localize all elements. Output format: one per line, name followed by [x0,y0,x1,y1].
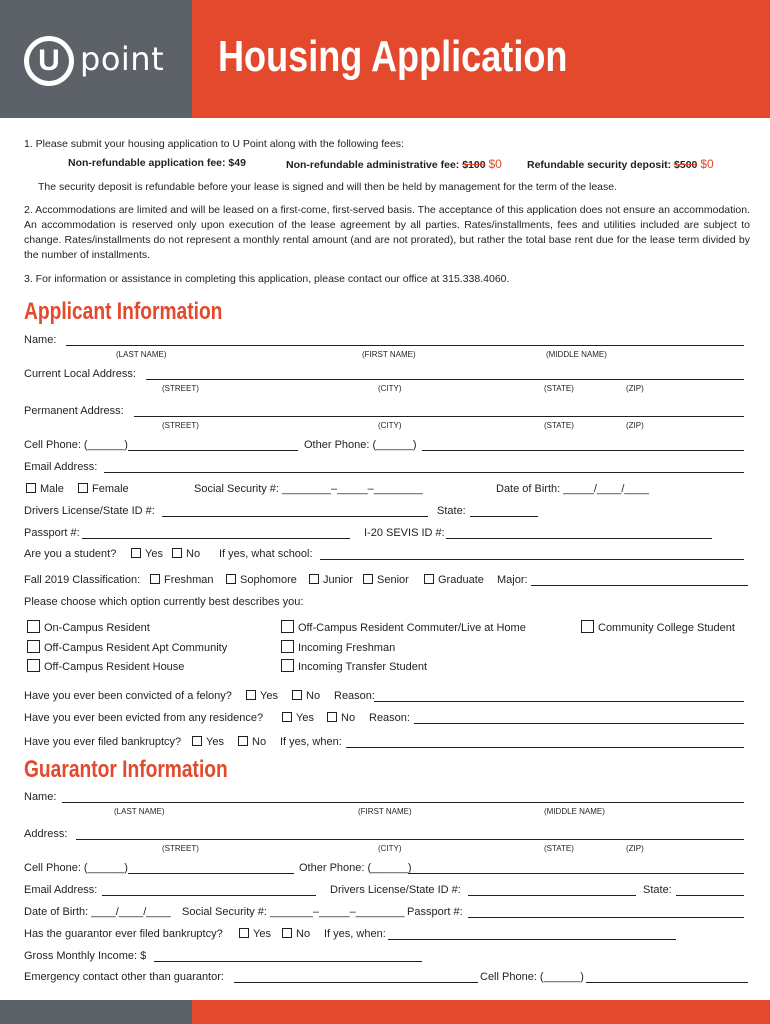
graduate-label: Graduate [438,574,484,586]
on-campus-checkbox[interactable] [27,620,40,633]
resident-options-row-1 [24,620,750,636]
guarantor-address-field[interactable] [76,828,744,840]
street-caption: (STREET) [162,844,199,853]
community-college-option[interactable] [581,620,735,634]
applicant-student-row [24,548,750,564]
guarantor-bankruptcy-question: Has the guarantor ever filed bankruptcy? [24,928,223,940]
applicant-passport-row [24,527,750,543]
commuter-label: Off-Campus Resident Commuter/Live at Home [298,622,526,634]
applicant-name-row [24,334,750,359]
off-campus-house-option[interactable] [27,659,184,673]
logo-letter: U [29,41,69,81]
guarantor-address-row [24,828,750,853]
guarantor-other-phone-field[interactable] [408,862,744,874]
incoming-freshman-option[interactable] [281,640,395,654]
incoming-freshman-label: Incoming Freshman [298,642,396,654]
passport-field[interactable] [82,527,350,539]
city-caption: (CITY) [378,844,402,853]
senior-option[interactable] [363,574,409,586]
guarantor-income-row [24,950,750,966]
local-address-label: Current Local Address: [24,368,136,380]
community-college-checkbox[interactable] [581,620,594,633]
guarantor-bankruptcy-when-label: If yes, when: [324,928,386,940]
guarantor-section-title: Guarantor Information [24,756,228,783]
state-caption: (STATE) [544,421,574,430]
middle-name-caption: (MIDDLE NAME) [546,350,607,359]
middle-name-caption: (MIDDLE NAME) [544,807,605,816]
female-option[interactable] [78,483,129,495]
email-field[interactable] [104,461,744,473]
guarantor-email-label: Email Address: [24,884,98,896]
applicant-phone-row [24,439,750,455]
guarantor-bankruptcy-when-field[interactable] [388,928,676,940]
guarantor-cell-field[interactable] [128,862,294,874]
title-panel [192,0,770,118]
student-question: Are you a student? [24,548,117,560]
first-name-caption: (FIRST NAME) [362,350,416,359]
male-label: Male [40,483,64,495]
off-campus-apt-checkbox[interactable] [27,640,40,653]
passport-label: Passport #: [24,527,80,539]
ssn-label: Social Security #: ________–_____–________ [194,483,423,495]
incoming-transfer-option[interactable] [281,659,427,673]
guarantor-other-phone-label: Other Phone: (______) [299,862,412,874]
footer-orange-bar [192,1000,770,1024]
felony-no-option[interactable] [292,690,320,702]
applicant-gender-ssn-row [24,483,750,499]
commuter-checkbox[interactable] [281,620,294,633]
senior-checkbox[interactable] [363,574,373,584]
sophomore-checkbox[interactable] [226,574,236,584]
guarantor-bankruptcy-no-option[interactable] [282,928,310,940]
city-caption: (CITY) [378,384,402,393]
student-no-option[interactable] [172,548,200,560]
guarantor-passport-label: Passport #: [407,906,463,918]
deposit-note: The security deposit is refundable before your lease is signed and will then be held by management for the term of the lease. [38,181,618,193]
guarantor-name-field[interactable] [62,791,744,803]
sophomore-option[interactable] [226,574,297,586]
cell-phone-field[interactable] [128,439,298,451]
felony-question: Have you ever been convicted of a felony? [24,690,232,702]
guarantor-phone-row [24,862,750,878]
applicant-name-label: Name: [24,334,57,346]
describe-row [24,596,750,612]
administrative-fee [286,157,502,171]
applicant-local-address-row [24,368,750,393]
freshman-checkbox[interactable] [150,574,160,584]
guarantor-license-label: Drivers License/State ID #: [330,884,461,896]
off-campus-apt-label: Off-Campus Resident Apt Community [44,642,228,654]
guarantor-bankruptcy-yes-label: Yes [253,928,271,940]
bankruptcy-no-label: No [252,736,267,748]
emergency-cell-field[interactable] [586,971,748,983]
student-yes-option[interactable] [131,548,163,560]
freshman-option[interactable] [150,574,214,586]
student-yes-checkbox[interactable] [131,548,141,558]
zip-caption: (ZIP) [626,384,644,393]
state-caption: (STATE) [544,384,574,393]
school-label: If yes, what school: [219,548,313,560]
intro-item-3: 3. For information or assistance in completing this application, please contact our office at 315.338.4060. [24,273,510,285]
security-deposit-label: Refundable security deposit: [527,159,675,171]
incoming-transfer-checkbox[interactable] [281,659,294,672]
zip-caption: (ZIP) [626,421,644,430]
permanent-address-field[interactable] [134,405,744,417]
page-header [0,0,770,118]
felony-no-checkbox[interactable] [292,690,302,700]
logo-mark [24,36,74,86]
commuter-option[interactable] [281,620,526,634]
graduate-option[interactable] [424,574,484,586]
felony-yes-checkbox[interactable] [246,690,256,700]
student-no-label: No [186,548,201,560]
guarantor-bankruptcy-no-checkbox[interactable] [282,928,292,938]
felony-reason-label: Reason: [334,690,375,702]
license-state-field[interactable] [470,505,538,517]
school-field[interactable] [320,548,744,560]
eviction-no-label: No [341,712,356,724]
resident-options-row-2 [24,640,750,656]
freshman-label: Freshman [164,574,214,586]
student-no-checkbox[interactable] [172,548,182,558]
incoming-transfer-label: Incoming Transfer Student [298,661,428,673]
emergency-contact-field[interactable] [234,971,478,983]
guarantor-license-field[interactable] [468,884,636,896]
eviction-question: Have you ever been evicted from any residence? [24,712,264,724]
applicant-classification-row [24,574,750,590]
page-footer [0,1000,770,1024]
guarantor-dob-row [24,906,750,922]
student-yes-label: Yes [145,548,163,560]
local-address-field[interactable] [146,368,744,380]
guarantor-name-label: Name: [24,791,57,803]
bankruptcy-question: Have you ever filed bankruptcy? [24,736,182,748]
senior-label: Senior [377,574,409,586]
guarantor-state-field[interactable] [676,884,744,896]
cell-phone-label: Cell Phone: (______) [24,439,128,451]
major-label: Major: [497,574,528,586]
applicant-section-title: Applicant Information [24,298,223,325]
major-field[interactable] [531,574,748,586]
page-title: Housing Application [218,32,568,81]
license-field[interactable] [162,505,428,517]
other-phone-field[interactable] [422,439,744,451]
eviction-yes-checkbox[interactable] [282,712,292,722]
eviction-row [24,712,750,728]
male-checkbox[interactable] [26,483,36,493]
on-campus-label: On-Campus Resident [44,622,150,634]
license-label: Drivers License/State ID #: [24,505,155,517]
administrative-fee-old: $100 [462,159,486,171]
bankruptcy-no-option[interactable] [238,736,266,748]
junior-label: Junior [323,574,353,586]
guarantor-income-label: Gross Monthly Income: $ [24,950,147,962]
last-name-caption: (LAST NAME) [116,350,167,359]
logo-text: point [80,40,165,78]
street-caption: (STREET) [162,384,199,393]
emergency-contact-row [24,971,750,987]
guarantor-address-label: Address: [24,828,68,840]
applicant-name-field[interactable] [66,334,744,346]
email-label: Email Address: [24,461,98,473]
administrative-fee-label: Non-refundable administrative fee: [286,159,463,171]
street-caption: (STREET) [162,421,199,430]
guarantor-email-field[interactable] [102,884,316,896]
felony-reason-field[interactable] [374,690,744,702]
state-caption: (STATE) [544,844,574,853]
guarantor-bankruptcy-yes-checkbox[interactable] [239,928,249,938]
application-fee: Non-refundable application fee: $49 [68,157,246,169]
applicant-email-row [24,461,750,477]
bankruptcy-row [24,736,750,752]
sophomore-label: Sophomore [240,574,297,586]
intro-item-2: 2. Accommodations are limited and will be leased on a first-come, first-served basis. The acceptance of this application does not ensure an accommodation. An accommodation is reserved only upon execution of the lease agreement by all parties. Rates/installments, fees and utilities included are subject to change. Rates/installments do not represent a monthly rental amount (and are not prorated), but rather the total base rent due for the lease term divided by the number of installments. [24,204,750,261]
incoming-freshman-checkbox[interactable] [281,640,294,653]
logo-panel [0,0,192,118]
bankruptcy-when-label: If yes, when: [280,736,342,748]
guarantor-passport-field[interactable] [468,906,744,918]
applicant-permanent-address-row [24,405,750,430]
footer-gray-bar [0,1000,192,1024]
guarantor-state-label: State: [643,884,672,896]
dob-label: Date of Birth: _____/____/____ [496,483,649,495]
guarantor-income-field[interactable] [154,950,422,962]
eviction-yes-option[interactable] [282,712,314,724]
junior-option[interactable] [309,574,353,586]
guarantor-bankruptcy-no-label: No [296,928,311,940]
emergency-contact-label: Emergency contact other than guarantor: [24,971,224,983]
applicant-license-row [24,505,750,521]
eviction-reason-label: Reason: [369,712,410,724]
junior-checkbox[interactable] [309,574,319,584]
intro-item-1: 1. Please submit your housing application to U Point along with the following fees: [24,138,404,150]
emergency-cell-label: Cell Phone: (______) [480,971,584,983]
bankruptcy-yes-label: Yes [206,736,224,748]
sevis-field[interactable] [446,527,712,539]
eviction-yes-label: Yes [296,712,314,724]
off-campus-house-label: Off-Campus Resident House [44,661,185,673]
describe-label: Please choose which option currently best describes you: [24,596,304,608]
resident-options-row-3 [24,659,750,675]
felony-yes-option[interactable] [246,690,278,702]
bankruptcy-yes-option[interactable] [192,736,224,748]
guarantor-cell-label: Cell Phone: (______) [24,862,128,874]
guarantor-name-row [24,791,750,816]
zip-caption: (ZIP) [626,844,644,853]
off-campus-apt-option[interactable] [27,640,227,654]
female-label: Female [92,483,129,495]
city-caption: (CITY) [378,421,402,430]
eviction-no-checkbox[interactable] [327,712,337,722]
felony-no-label: No [306,690,321,702]
felony-row [24,690,750,706]
guarantor-dob-label: Date of Birth: ____/____/____ [24,906,171,918]
first-name-caption: (FIRST NAME) [358,807,412,816]
permanent-address-label: Permanent Address: [24,405,124,417]
security-deposit [527,157,714,171]
eviction-no-option[interactable] [327,712,355,724]
security-deposit-new: $0 [700,157,714,171]
bankruptcy-when-field[interactable] [346,736,744,748]
classification-label: Fall 2019 Classification: [24,574,141,586]
graduate-checkbox[interactable] [424,574,434,584]
other-phone-label: Other Phone: (______) [304,439,417,451]
bankruptcy-yes-checkbox[interactable] [192,736,202,746]
bankruptcy-no-checkbox[interactable] [238,736,248,746]
female-checkbox[interactable] [78,483,88,493]
license-state-label: State: [437,505,466,517]
guarantor-bankruptcy-row [24,928,750,944]
on-campus-option[interactable] [27,620,150,634]
administrative-fee-new: $0 [488,157,502,171]
sevis-label: I-20 SEVIS ID #: [364,527,445,539]
guarantor-bankruptcy-yes-option[interactable] [239,928,271,940]
eviction-reason-field[interactable] [414,712,744,724]
male-option[interactable] [26,483,64,495]
guarantor-email-row [24,884,750,900]
community-college-label: Community College Student [598,622,735,634]
security-deposit-old: $500 [674,159,698,171]
guarantor-ssn-label: Social Security #: _______–_____–________ [182,906,405,918]
off-campus-house-checkbox[interactable] [27,659,40,672]
felony-yes-label: Yes [260,690,278,702]
last-name-caption: (LAST NAME) [114,807,165,816]
